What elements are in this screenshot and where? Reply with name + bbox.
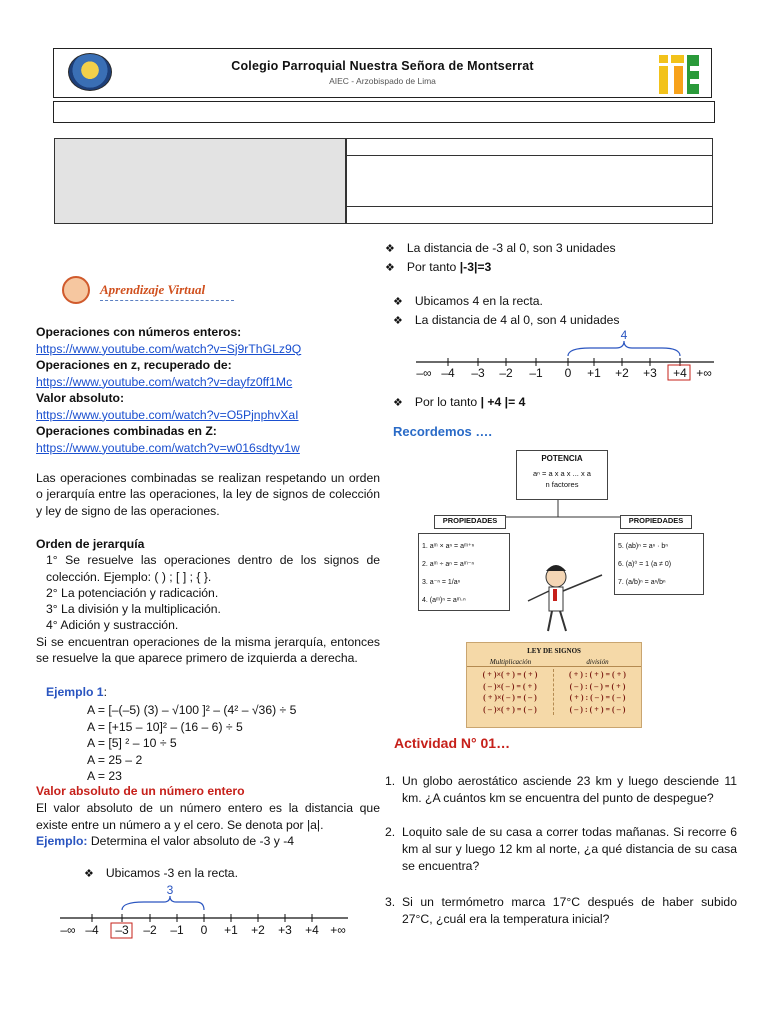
question-text: Un globo aerostático asciende 23 km y luego desciende 11 km. ¿A cuántos km se encuentra del punto de despegue? (402, 774, 737, 805)
tick-label: 0 (564, 366, 572, 380)
div-rule: ( – ) : ( + ) = ( – ) (569, 704, 626, 714)
step-ubicamos-3: ❖ Ubicamos -3 en la recta. (84, 866, 238, 880)
propiedades-right-title: PROPIEDADES (628, 516, 684, 525)
intro-paragraph: Las operaciones combinadas se realizan respetando un orden o jerarquía entre las operaciones, la ley de signos de colección y ley de signo de las operaciones. (36, 471, 380, 518)
equation-line: A = [5] ² – 10 ÷ 5 (87, 736, 177, 751)
orden-item: 3° La división y la multiplicación. (46, 602, 221, 617)
link-label: Operaciones en z, recuperado de: (36, 358, 232, 372)
video-link[interactable]: https://www.youtube.com/watch?v=Sj9rThGLz9Q (36, 341, 302, 356)
recordemos-heading: Recordemos …. (393, 424, 492, 439)
ejemplo1-lines (87, 702, 296, 785)
property-item: 7. (a/b)ⁿ = aⁿ/bⁿ (618, 579, 666, 586)
div-rule: ( – ) : ( – ) = ( + ) (569, 681, 626, 691)
signos-title: LEY DE SIGNOS (527, 647, 581, 655)
tick-label: –∞ (416, 366, 432, 380)
tick-label: –1 (529, 366, 543, 380)
right-notes-2: ❖ Ubicamos 4 en la recta. ❖ La distancia de 4 al 0, son 4 unidades (393, 294, 620, 327)
tick-label: 0 (200, 923, 208, 937)
property-item: 3. a⁻ⁿ = 1/aⁿ (422, 579, 461, 586)
valor-absoluto-section (36, 783, 380, 850)
tick-label: +2 (251, 923, 265, 937)
equation-line: A = [+15 – 10]² – (16 – 6) ÷ 5 (87, 719, 243, 734)
resource-links (36, 324, 366, 456)
orden-item: 1° Se resuelve las operaciones dentro de los signos de colección. Ejemplo: ( ) ; [ ] ; { }. (46, 553, 380, 584)
tick-label: –1 (170, 923, 184, 937)
video-link[interactable]: https://www.youtube.com/watch?v=O5PjnphvXaI (36, 407, 299, 422)
propiedades-left-title: PROPIEDADES (442, 516, 498, 525)
propiedades-right (614, 533, 704, 595)
potencia-box (516, 450, 608, 500)
orden-note: Si se encuentran operaciones de la misma jerarquía, entonces se resuelve la que aparece primero de izquierda a derecha. (36, 634, 380, 666)
tick-label: +3 (278, 923, 292, 937)
info-box-gray (54, 138, 346, 224)
tick-label: –2 (143, 923, 157, 937)
note-ubicamos-4: Ubicamos 4 en la recta. (414, 294, 543, 308)
actividad-title: Actividad N° 01… (394, 735, 511, 751)
question-1: 1. Un globo aerostático asciende 23 km y luego desciende 11 km. ¿A cuántos km se encuentra del punto de despegue? (385, 774, 737, 805)
title-bar (53, 101, 715, 123)
question-2: 2. Loquito sale de su casa a correr todas mañanas. Si recorre 6 km al sur y luego 12 km al norte, ¿a qué distancia de su casa se encuentra? (385, 825, 737, 873)
potencia-diagram (388, 447, 718, 637)
property-item: 2. aᵐ ÷ aⁿ = aᵐ⁻ⁿ (422, 561, 474, 568)
number-line-minus3 (54, 880, 354, 940)
orden-item: 4° Adición y sustracción. (46, 618, 179, 633)
brace-label: 3 (166, 883, 174, 897)
number-line-plus4 (410, 326, 720, 384)
school-name: Colegio Parroquial Nuestra Señora de Montserrat (231, 59, 534, 73)
link-label: Operaciones combinadas en Z: (36, 424, 217, 438)
orden-title: Orden de jerarquía (36, 537, 145, 551)
property-item: 1. aᵐ × aⁿ = aᵐ⁺ⁿ (422, 543, 475, 550)
badge-label: Aprendizaje Virtual (100, 282, 206, 297)
ejemplo-text: Determina el valor absoluto de -3 y -4 (90, 834, 295, 849)
propiedades-left (418, 533, 510, 611)
question-3: 3. Si un termómetro marca 17°C después de haber subido 27°C, ¿cuál era la temperatura inicial? (385, 895, 737, 926)
signos-col-mult: Multiplicación (489, 658, 532, 666)
tick-label: +1 (587, 366, 601, 380)
property-item: 5. (ab)ⁿ = aⁿ · bⁿ (618, 543, 668, 550)
equation-line: A = 25 – 2 (87, 752, 143, 767)
note-distance-3: La distancia de -3 al 0, son 3 unidades (406, 241, 616, 255)
tick-label: –∞ (60, 923, 76, 937)
mult-rule: ( – )×( – ) = ( + ) (483, 681, 537, 691)
abs-result-3: |-3|=3 (459, 259, 492, 274)
info-box-fields (346, 138, 713, 224)
school-subtitle: AIEC - Arzobispado de Lima (329, 76, 436, 86)
tick-label: +1 (224, 923, 238, 937)
tick-label: +2 (615, 366, 629, 380)
link-label: Operaciones con números enteros: (36, 325, 242, 339)
tick-label: –3 (115, 923, 129, 937)
tick-label: –4 (85, 923, 99, 937)
ejemplo-label: Ejemplo: (36, 834, 88, 849)
signos-col-div: división (586, 658, 609, 666)
question-text: Si un termómetro marca 17°C después de haber subido 27°C, ¿cuál era la temperatura inicial? (402, 895, 737, 926)
aiec-logo-icon (657, 52, 701, 96)
tick-label: +4 (305, 923, 319, 937)
equation-line: A = [–(–5) (3) – √100 ]² – (4² – √36) ÷ 5 (87, 703, 297, 717)
orden-jerarquia (36, 536, 380, 666)
div-rule: ( + ) : ( + ) = ( + ) (569, 670, 626, 679)
potencia-factors: n factores (545, 480, 579, 489)
tick-label: –3 (471, 366, 485, 380)
student-avatar-icon (62, 276, 90, 304)
tick-label: +3 (643, 366, 657, 380)
property-item: 4. (aᵐ)ⁿ = aᵐ·ⁿ (422, 597, 466, 604)
ejemplo1-label: Ejemplo 1: (46, 685, 107, 699)
tick-label: +4 (673, 366, 687, 380)
valor-absoluto-text: El valor absoluto de un número entero es la distancia que existe entre un número a y el cero. Se denota por |a|. (36, 800, 380, 832)
link-label: Valor absoluto: (36, 391, 125, 405)
abs-result-4: | +4 |= 4 (480, 395, 526, 409)
mult-rule: ( – )×( + ) = ( – ) (483, 704, 537, 714)
equation-line: A = 23 (87, 769, 122, 784)
ley-de-signos-table (466, 642, 642, 728)
video-link[interactable]: https://www.youtube.com/watch?v=w016sdtyv1w (36, 440, 300, 455)
mult-rule: ( + )×( + ) = ( + ) (482, 670, 538, 679)
tick-label: –2 (499, 366, 513, 380)
school-header (53, 48, 712, 98)
property-item: 6. (a)⁰ = 1 (a ≠ 0) (618, 561, 672, 568)
tick-label: –4 (441, 366, 455, 380)
right-notes-3: ❖ Por lo tanto | +4 |= 4 (393, 395, 526, 409)
potencia-formula: aⁿ = a x a x ... x a (533, 469, 591, 478)
aprendizaje-virtual-badge (62, 276, 242, 306)
question-text: Loquito sale de su casa a correr todas mañanas. Si recorre 6 km al sur y luego 12 km al norte, ¿a qué distancia de su casa se encuentra? (402, 825, 737, 873)
tick-label: +∞ (330, 923, 346, 937)
right-notes-1: ❖ La distancia de -3 al 0, son 3 unidades ❖ Por tanto |-3|=3 (385, 241, 616, 274)
div-rule: ( + ) : ( – ) = ( – ) (569, 693, 626, 702)
mult-rule: ( + )×( – ) = ( – ) (483, 693, 537, 702)
potencia-title: POTENCIA (541, 454, 583, 463)
valor-absoluto-title: Valor absoluto de un número entero (36, 784, 245, 798)
brace-label: 4 (620, 328, 628, 342)
tick-label: +∞ (696, 366, 712, 380)
orden-item: 2° La potenciación y radicación. (46, 585, 219, 600)
note-distance-4: La distancia de 4 al 0, son 4 unidades (414, 312, 620, 327)
video-link[interactable]: https://www.youtube.com/watch?v=dayfz0ff1Mc (36, 374, 293, 389)
